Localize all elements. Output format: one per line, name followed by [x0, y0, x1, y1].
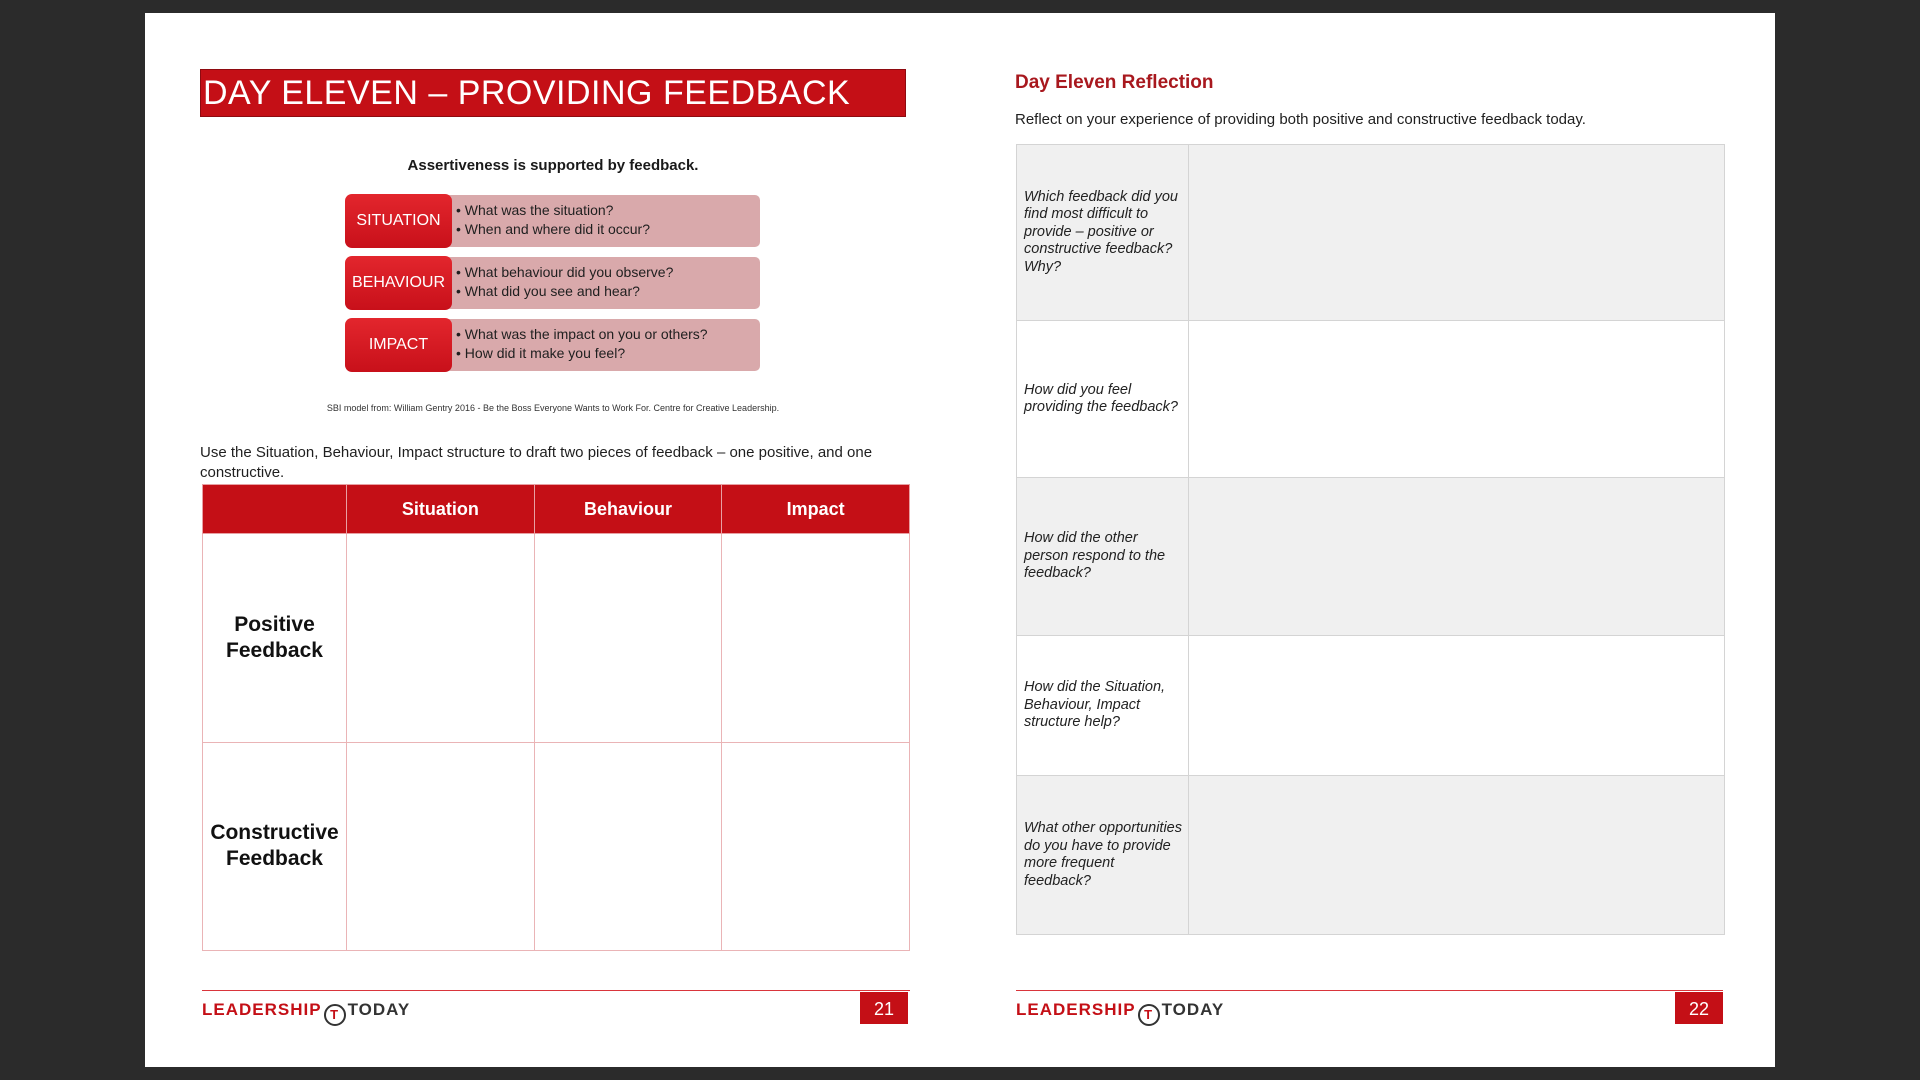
page-title: DAY ELEVEN – PROVIDING FEEDBACK — [203, 74, 851, 112]
logo-text-tail: TODAY — [1161, 1000, 1225, 1019]
constructive-behaviour-cell[interactable] — [534, 742, 722, 951]
header-impact: Impact — [722, 485, 910, 534]
positive-behaviour-cell[interactable] — [534, 534, 722, 743]
sbi-impact-row — [345, 318, 760, 372]
reflection-answer-cell[interactable] — [1189, 478, 1725, 636]
header-cell — [203, 485, 347, 534]
table-row — [1017, 478, 1725, 636]
sbi-bullet: How did it make you feel? — [464, 345, 626, 361]
row-label-line: Constructive — [210, 821, 339, 845]
reflection-question: How did the Situation, Behaviour, Impact structure help? — [1017, 636, 1189, 776]
sbi-bullet: What did you see and hear? — [464, 283, 640, 299]
reflection-answer-cell[interactable] — [1189, 776, 1725, 935]
sbi-behaviour-row — [345, 256, 760, 310]
row-label-line: Positive — [234, 612, 315, 636]
constructive-situation-cell[interactable] — [347, 742, 535, 951]
sbi-situation-label: SITUATION — [345, 194, 452, 248]
positive-impact-cell[interactable] — [722, 534, 910, 743]
reflection-answer-cell[interactable] — [1189, 321, 1725, 478]
leadership-today-logo — [202, 1000, 410, 1026]
sbi-bullet: What was the situation? — [464, 202, 614, 218]
logo-t-icon: T — [1138, 1004, 1160, 1026]
page-number: 22 — [1675, 992, 1723, 1024]
reflection-table — [1016, 144, 1725, 935]
sbi-impact-box: • What was the impact on you or others? • How did it make you feel? — [445, 319, 760, 371]
logo-t-icon: T — [324, 1004, 346, 1026]
sbi-caption: Assertiveness is supported by feedback. — [407, 157, 699, 174]
document-spread — [145, 13, 1775, 1067]
sbi-bullet: What behaviour did you observe? — [464, 264, 674, 280]
sbi-bullet: When and where did it occur? — [464, 221, 651, 237]
sbi-impact-label: IMPACT — [345, 318, 452, 372]
logo-text-main: LEADERSHIP — [1016, 1000, 1136, 1019]
reflection-answer-cell[interactable] — [1189, 636, 1725, 776]
leadership-today-logo — [1016, 1000, 1224, 1026]
logo-text-main: LEADERSHIP — [202, 1000, 322, 1019]
footer-divider — [1016, 990, 1723, 991]
reflection-question: What other opportunities do you have to provide more frequent feedback? — [1017, 776, 1189, 935]
page-number: 21 — [860, 992, 908, 1024]
instructions-text: Use the Situation, Behaviour, Impact structure to draft two pieces of feedback – one positive, and one constructive. — [200, 444, 873, 481]
sbi-bullet: What was the impact on you or others? — [464, 326, 708, 342]
reflection-subtitle: Reflect on your experience of providing both positive and constructive feedback today. — [1015, 111, 1586, 128]
feedback-table — [202, 484, 910, 951]
row-label-line: Feedback — [226, 847, 323, 871]
positive-situation-cell[interactable] — [347, 534, 535, 743]
reflection-answer-cell[interactable] — [1189, 145, 1725, 321]
sbi-behaviour-box: • What behaviour did you observe? • What did you see and hear? — [445, 257, 760, 309]
row-label-positive — [203, 534, 347, 743]
table-row — [1017, 145, 1725, 321]
sbi-situation-row — [345, 194, 760, 248]
reflection-question: Which feedback did you find most difficult to provide – positive or constructive feedback? Why? — [1017, 145, 1189, 321]
sbi-behaviour-label: BEHAVIOUR — [345, 256, 452, 310]
reflection-title: Day Eleven Reflection — [1015, 72, 1214, 93]
header-situation: Situation — [347, 485, 535, 534]
table-row — [1017, 321, 1725, 478]
feedback-table-header — [203, 485, 910, 534]
header-behaviour: Behaviour — [534, 485, 722, 534]
row-label-line: Feedback — [226, 638, 323, 662]
table-row — [1017, 636, 1725, 776]
sbi-situation-box: • What was the situation? • When and where did it occur? — [445, 195, 760, 247]
reflection-question: How did you feel providing the feedback? — [1017, 321, 1189, 478]
logo-text-tail: TODAY — [347, 1000, 411, 1019]
table-row — [203, 742, 910, 951]
table-row — [203, 534, 910, 743]
footer-divider — [202, 990, 910, 991]
page-title-bar — [200, 69, 906, 117]
sbi-source-citation: SBI model from: William Gentry 2016 - Be the Boss Everyone Wants to Work For. Centre for Creative Leadership. — [326, 403, 780, 413]
constructive-impact-cell[interactable] — [722, 742, 910, 951]
reflection-question: How did the other person respond to the feedback? — [1017, 478, 1189, 636]
table-row — [1017, 776, 1725, 935]
row-label-constructive — [203, 742, 347, 951]
